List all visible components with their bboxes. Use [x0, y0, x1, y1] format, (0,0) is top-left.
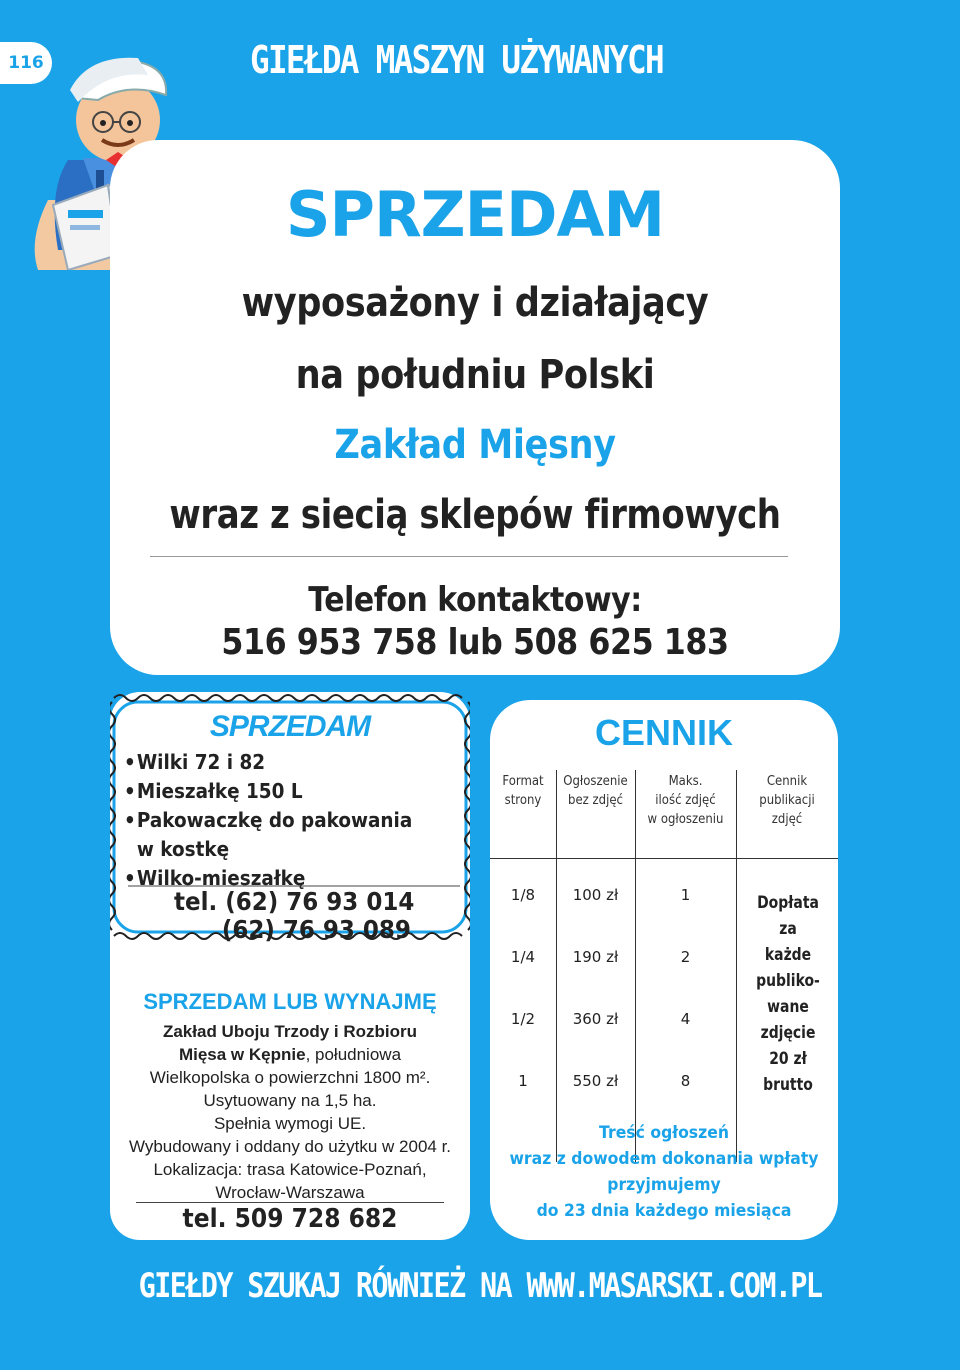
main-line-2: na południu Polski	[295, 352, 655, 398]
second-ad-title: SPRZEDAM LUB WYNAJMĘ	[143, 989, 437, 1014]
header-title: GIEŁDA MASZYN UŻYWANYCH	[250, 38, 663, 82]
main-line-3: Zakład Mięsny	[334, 422, 616, 468]
table-cell: 1	[518, 1072, 528, 1090]
main-line-4: wraz z siecią sklepów firmowych	[169, 492, 781, 538]
table-cell: 1/2	[510, 1010, 536, 1028]
second-ad-phone: tel. 509 728 682	[182, 1204, 398, 1234]
second-ad-body: Zakład Uboju Trzody i Rozbioru Mięsa w Kępnie, południowa Wielkopolska o powierzchni 1800 m². Usytuowany na 1,5 ha. Spełnia wymogi UE. Wybudowany i oddany do użytku w 2004 r. Lokalizacja: trasa Katowice-Poznań, Wrocław-Warszawa	[128, 1022, 452, 1202]
photo-surcharge-note: Dopłata za każde publiko- wane zdjęcie 20 zł brutto	[756, 893, 820, 1095]
left-ad-phones: tel. (62) 76 93 014 (62) 76 93 089	[174, 887, 415, 944]
main-title: SPRZEDAM	[285, 178, 665, 251]
table-cell: 1	[680, 886, 691, 904]
list-item: •Wilko-mieszałkę	[124, 866, 306, 890]
table-divider	[556, 770, 557, 1162]
left-ad-card	[110, 692, 470, 1240]
table-cell: 8	[680, 1072, 691, 1090]
table-cell: 4	[680, 1010, 691, 1028]
table-cell: 550 zł	[572, 1072, 619, 1090]
left-ad-title: SPRZEDAM	[209, 710, 371, 743]
main-divider	[150, 556, 788, 557]
table-cell: 100 zł	[572, 886, 619, 904]
table-cell: 190 zł	[572, 948, 619, 966]
table-cell: 360 zł	[572, 1010, 619, 1028]
table-cell: 1/4	[510, 948, 536, 966]
price-list-footer: Treść ogłoszeń wraz z dowodem dokonania wpłaty przyjmujemy do 23 dnia każdego miesiąca	[509, 1123, 819, 1221]
table-divider	[736, 770, 737, 1162]
main-line-1: wyposażony i działający	[241, 280, 709, 326]
list-item: •Pakowaczkę do pakowania	[124, 808, 413, 832]
col-header-maks: Maks. ilość zdjęć w ogłoszeniu	[647, 774, 724, 827]
table-cell: 2	[680, 948, 691, 966]
contact-phones: 516 953 758 lub 508 625 183	[221, 622, 729, 663]
col-header-ogloszenie: Ogłoszenie bez zdjęć	[563, 774, 628, 808]
list-item: •Wilki 72 i 82	[124, 750, 266, 774]
table-header-rule	[490, 858, 838, 859]
left-ad-list	[124, 748, 437, 893]
price-list-card	[490, 700, 838, 1240]
footer-banner: GIEŁDY SZUKAJ RÓWNIEŻ NA WWW.MASARSKI.COM.PL	[138, 1266, 822, 1306]
list-item: •Mieszałkę 150 L	[124, 779, 303, 803]
table-divider	[635, 770, 636, 1162]
col-header-format: Format strony	[502, 774, 544, 808]
page-number: 116	[0, 42, 52, 84]
contact-label: Telefon kontaktowy:	[308, 580, 642, 620]
list-item-continuation: w kostkę	[136, 837, 230, 861]
col-header-cennik-zdjec: Cennik publikacji zdjęć	[759, 774, 815, 827]
main-ad-card	[110, 140, 840, 675]
table-cell: 1/8	[510, 886, 536, 904]
price-list-title: CENNIK	[594, 712, 733, 753]
second-ad-rule	[136, 1202, 444, 1203]
